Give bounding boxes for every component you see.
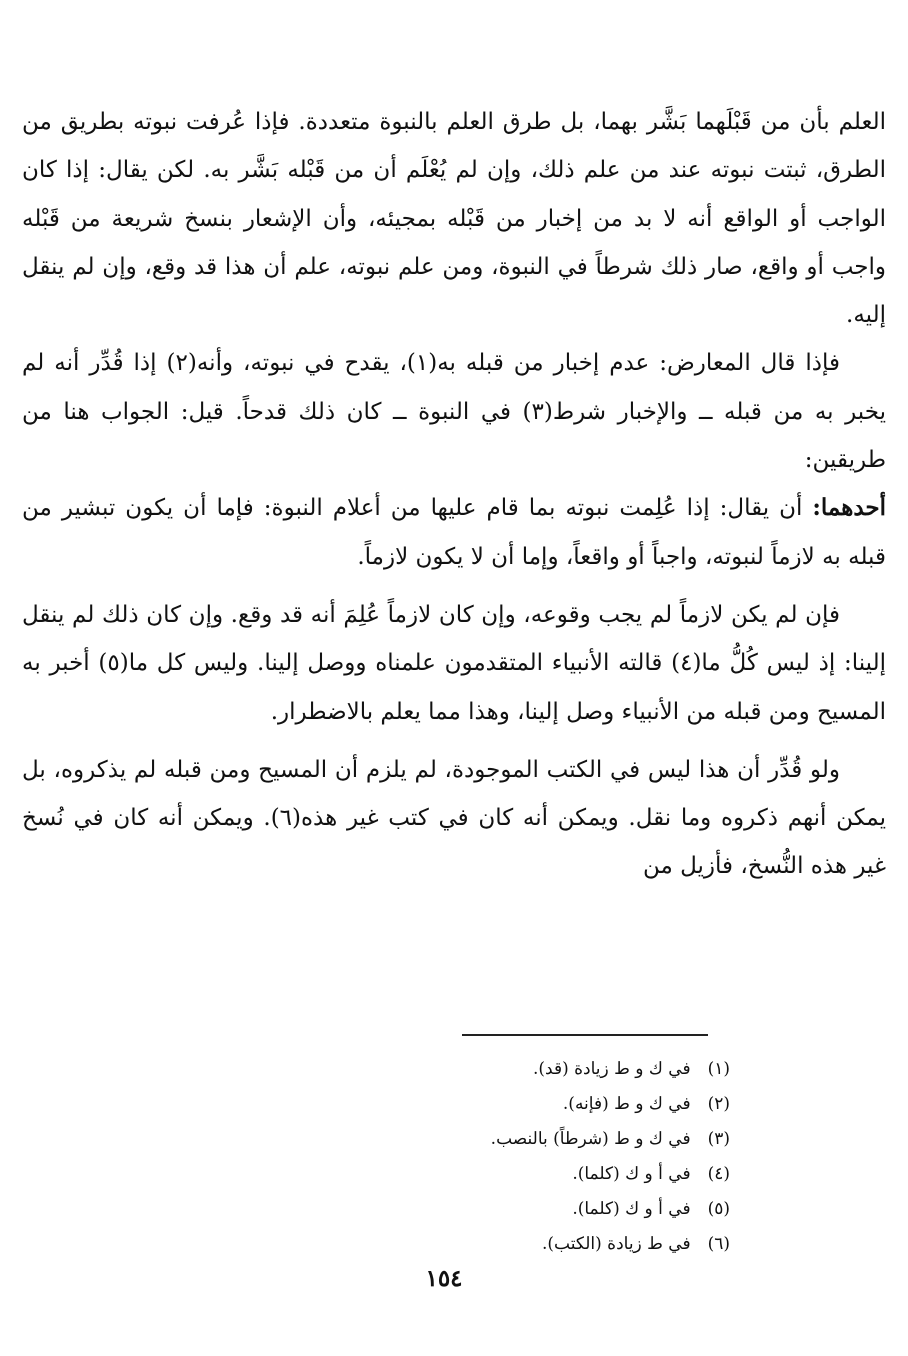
paragraph-4: فإن لم يكن لازماً لم يجب وقوعه، وإن كان لازماً عُلِمَ أنه قد وقع. وإن كان ذلك لم ينقل إلينا: إذ ليس كُلُّ ما(٤) قالته الأنبياء المتقدمون علمناه ووصل إلينا. وليس كل ما(٥) أخبر به المسيح ومن قبله من الأنبياء وصل إلينا، وهذا مما يعلم بالاضطرار. (22, 601, 886, 725)
footnote-number: (٥) (707, 1199, 730, 1219)
footnote-number: (٦) (707, 1234, 730, 1254)
footnote-6 (130, 1227, 730, 1262)
footnote-1 (130, 1052, 730, 1087)
footnotes (130, 1052, 730, 1262)
footnote-number: (٤) (707, 1164, 730, 1184)
lead-word: أحدهما: (812, 494, 887, 522)
footnote-text: في ك و ط (شرطاً) بالنصب. (490, 1129, 691, 1149)
footnote-number: (١) (707, 1059, 730, 1079)
paragraph-1: العلم بأن من قَبْلَهما بَشَّر بهما، بل طرق العلم بالنبوة متعددة. فإذا عُرفت نبوته بطريق من الطرق، ثبتت نبوته عند من علم ذلك، وإن لم يُعْلَم أن من قَبْله بَشَّر به. لكن يقال: إذا كان الواجب أو الواقع أنه لا بد من إخبار من قَبْله بمجيئه، وأن الإشعار بنسخ شريعة من قَبْله واجب أو واقع، صار ذلك شرطاً في النبوة، ومن علم نبوته، علم أن هذا قد وقع، وإن لم ينقل إليه. (22, 109, 887, 329)
footnote-number: (٢) (707, 1094, 730, 1114)
footnote-number: (٣) (707, 1129, 730, 1149)
footnote-text: في ك و ط (فإنه). (562, 1094, 691, 1114)
footnote-4 (130, 1157, 730, 1192)
paragraph-2: فإذا قال المعارض: عدم إخبار من قبله به(١)، يقدح في نبوته، وأنه(٢) إذا قُدِّر أنه لم يخبر به من قبله ــ والإخبار شرط(٣) في النبوة ــ كان ذلك قدحاً. قيل: الجواب هنا من طريقين: (22, 350, 886, 474)
page-number: ١٥٤ (425, 1265, 463, 1292)
main-text (22, 98, 886, 891)
paragraph-3 (22, 484, 886, 581)
footnote-2 (130, 1087, 730, 1122)
footnote-divider (462, 1034, 708, 1036)
footnote-text: في أ و ك (كلما). (572, 1164, 691, 1184)
footnote-3 (130, 1122, 730, 1157)
paragraph-5: ولو قُدِّر أن هذا ليس في الكتب الموجودة، لم يلزم أن المسيح ومن قبله لم يذكروه، بل يمكن أنهم ذكروه وما نقل. ويمكن أنه كان في كتب غير هذه(٦). ويمكن أنه كان في نُسخ غير هذه النُّسخ، فأزيل من (22, 756, 886, 880)
footnote-text: في ط زيادة (الكتب). (541, 1234, 691, 1254)
footnote-text: في أ و ك (كلما). (572, 1199, 691, 1219)
footnote-text: في ك و ط زيادة (قد). (533, 1059, 691, 1079)
paragraph-3-text: أن يقال: إذا عُلِمت نبوته بما قام عليها من أعلام النبوة: فإما أن يكون تبشير من قبله به لازماً لنبوته، واجباً أو واقعاً، وإما أن لا يكون لازماً. (22, 495, 886, 570)
footnote-5 (130, 1192, 730, 1227)
